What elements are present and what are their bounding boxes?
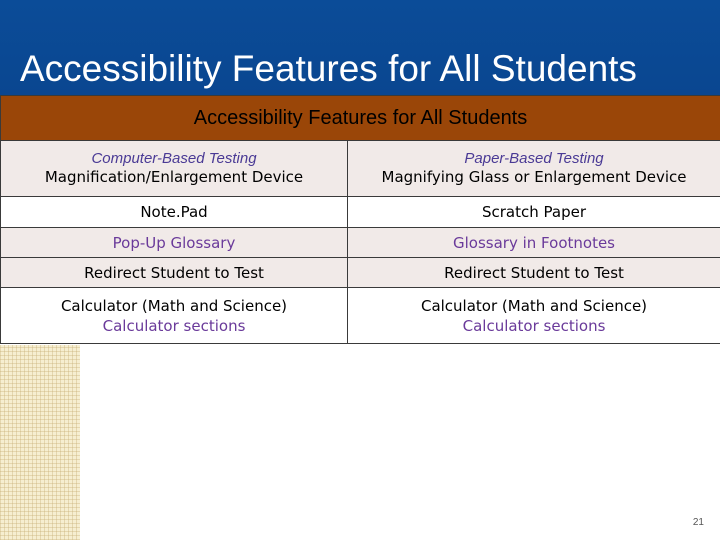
cell-subtext: Calculator sections (462, 316, 606, 335)
table-cell (1, 288, 348, 344)
title-band (0, 0, 720, 98)
table-cell (1, 141, 348, 197)
table-row (1, 258, 720, 288)
slide-title: Accessibility Features for All Students (20, 48, 637, 89)
table-cell (348, 258, 720, 288)
table-row (1, 228, 720, 258)
table-cell (1, 228, 348, 258)
column-heading-paper: Paper-Based Testing (464, 150, 604, 167)
table-cell (1, 197, 348, 228)
table-cell (348, 228, 720, 258)
cell-text: Magnifying Glass or Enlargement Device (381, 168, 687, 186)
table-header: Accessibility Features for All Students (1, 96, 720, 141)
table-row (1, 197, 720, 228)
cell-text: Scratch Paper (482, 203, 587, 221)
table-row (1, 288, 720, 344)
cell-subtext: Calculator sections (102, 316, 246, 335)
table-cell (348, 197, 720, 228)
cell-text: Redirect Student to Test (84, 263, 264, 282)
column-heading-computer: Computer-Based Testing (91, 150, 257, 167)
cell-text: Redirect Student to Test (444, 263, 624, 282)
features-table (0, 95, 720, 344)
cell-text: Magnification/Enlargement Device (44, 168, 304, 186)
cell-text: Pop-Up Glossary (112, 233, 236, 252)
table-cell (348, 288, 720, 344)
page-number: 21 (692, 517, 704, 528)
table-row (1, 141, 720, 197)
table-cell (1, 258, 348, 288)
cell-text: Note.Pad (140, 203, 208, 221)
decorative-pattern (0, 345, 80, 540)
cell-text: Glossary in Footnotes (453, 233, 615, 252)
table-cell (348, 141, 720, 197)
cell-text: Calculator (Math and Science) (420, 296, 648, 315)
cell-text: Calculator (Math and Science) (60, 296, 288, 315)
